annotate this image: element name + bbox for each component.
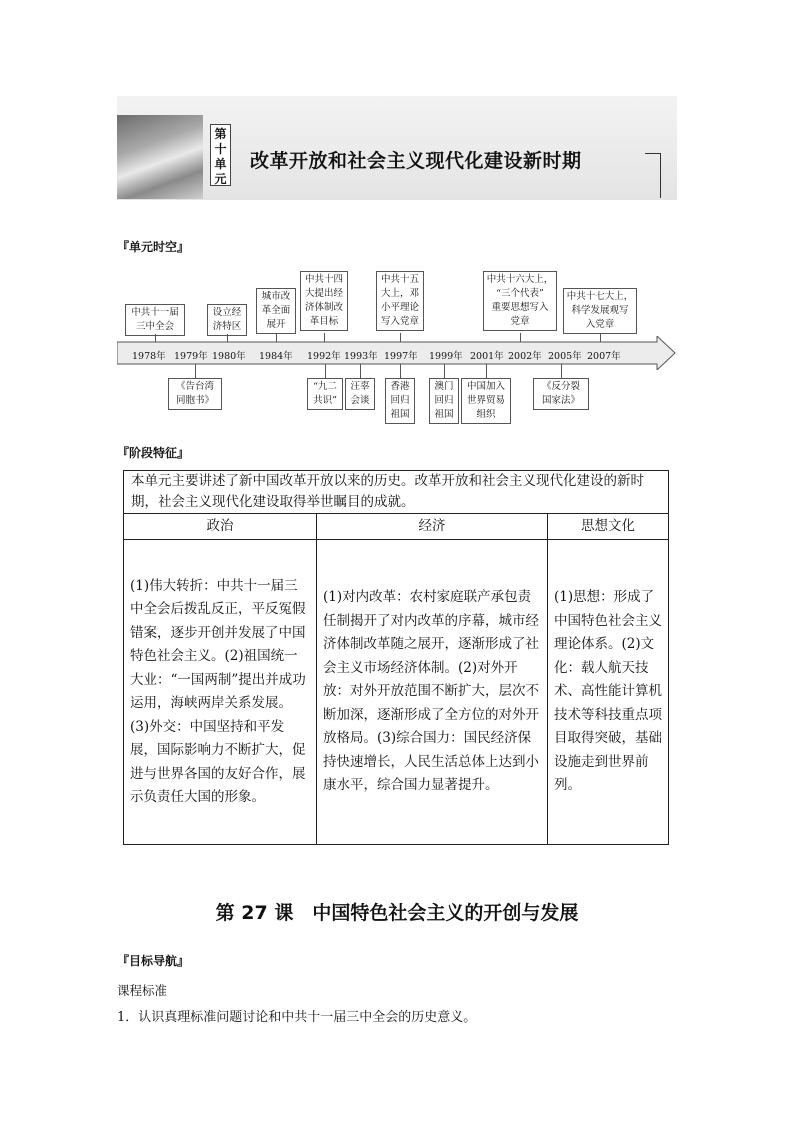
timeline-connector: [400, 333, 401, 342]
timeline-connector: [155, 334, 156, 342]
timeline-event: 中共十五 大上，邓 小平理论 写入党章: [376, 271, 424, 331]
timeline-connector: [400, 364, 401, 378]
timeline-event: 中共十七大上， 科学发展观写 入党章: [563, 288, 637, 334]
unit-tag-char: 第: [214, 127, 227, 141]
timeline-event: 中共十一届 三中全会: [125, 304, 185, 336]
timeline-year: 1978年: [132, 351, 166, 362]
section-heading-target: 『目标导航』: [117, 954, 190, 968]
timeline-connector: [325, 364, 326, 378]
unit-tag-char: 单: [214, 157, 227, 171]
timeline-year: 1993年: [344, 351, 378, 362]
table-intro: 本单元主要讲述了新中国改革开放以来的历史。改革开放和社会主义现代化建设的新时期，社会主义现代化建设取得举世瞩目的成就。: [124, 471, 669, 514]
timeline-connector: [276, 334, 277, 342]
timeline-event: 中共十四 大提出经 济体制改 革目标: [300, 271, 348, 331]
timeline-year: 1980年: [212, 351, 246, 362]
timeline-event: 《反分裂 国家法》: [533, 378, 589, 410]
unit-tag: [210, 124, 231, 186]
timeline-connector: [486, 364, 487, 378]
timeline-year: 2001年: [470, 351, 504, 362]
lesson-title: 第 27 课 中国特色社会主义的开创与发展: [215, 902, 579, 924]
timeline-year: 1999年: [429, 351, 463, 362]
timeline-event: 香港 回归 祖国: [385, 378, 415, 424]
table-cell-economy: (1)对内改革：农村家庭联产承包责任制揭开了对内改革的序幕，城市经济体制改革随之展开，逐渐形成了社会主义市场经济体制。(2)对外开放：对外开放范围不断扩大，层次不断加深，逐渐形成了全方位的对外开放格局。(3)综合国力：国民经济保持快速增长，人民生活总体上达到小康水平，综合国力显著提升。: [317, 540, 548, 845]
timeline-event: 城市改 革全面 展开: [256, 288, 296, 334]
timeline-connector: [360, 364, 361, 378]
title-bracket: [645, 153, 661, 198]
timeline-year: 1979年: [174, 351, 208, 362]
timeline-connector: [227, 334, 228, 342]
timeline-year: 1997年: [384, 351, 418, 362]
table-cell-politics: (1)伟大转折：中共十一届三中全会后拨乱反正，平反冤假错案，逐步开创并发展了中国特色社会主义。(2)祖国统一大业：“一国两制”提出并成功运用，海峡两岸关系发展。(3)外交：中国坚持和平发展，国际影响力不断扩大，促进与世界各国的友好合作，展示负责任大国的形象。: [124, 540, 317, 845]
timeline-connector: [561, 364, 562, 378]
unit-title: 改革开放和社会主义现代化建设新时期: [250, 150, 582, 172]
timeline-connector: [444, 364, 445, 378]
standards-item: 1．认识真理标准问题讨论和中共十一届三中全会的历史意义。: [117, 1010, 477, 1025]
section-heading-stage: 『阶段特征』: [117, 446, 190, 460]
mountain-photo: [117, 115, 203, 199]
table-header-politics: 政治: [124, 514, 317, 540]
timeline-event: 设立经 济特区: [207, 304, 247, 336]
timeline-year: 1984年: [259, 351, 293, 362]
table-header-culture: 思想文化: [548, 514, 669, 540]
stage-features-table: [123, 470, 669, 845]
timeline-event: 汪辜 会谈: [345, 378, 375, 410]
table-header-economy: 经济: [317, 514, 548, 540]
timeline-year: 1992年: [307, 351, 341, 362]
timeline-connector: [520, 333, 521, 342]
unit-tag-char: 元: [214, 172, 227, 186]
standards-heading: 课程标准: [117, 983, 168, 998]
timeline-event: 《告台湾 同胞书》: [168, 378, 222, 410]
timeline-year: 2005年: [548, 351, 582, 362]
timeline-connector: [195, 364, 196, 378]
section-heading-spacetime: 『单元时空』: [117, 240, 190, 254]
timeline-event: 中国加入 世界贸易 组织: [461, 378, 511, 424]
table-cell-culture: (1)思想：形成了中国特色社会主义理论体系。(2)文化：载人航天技术、高性能计算机技术等科技重点项目取得突破，基础设施走到世界前列。: [548, 540, 669, 845]
timeline-connector: [600, 334, 601, 342]
timeline-event: “九二 共识”: [307, 378, 343, 410]
timeline-year: 2007年: [587, 351, 621, 362]
unit-tag-char: 十: [214, 142, 227, 156]
timeline-connector: [324, 333, 325, 342]
timeline-event: 澳门 回归 祖国: [429, 378, 459, 424]
timeline-year: 2002年: [508, 351, 542, 362]
timeline-event: 中共十六大上， “三个代表” 重要思想写入 党章: [483, 271, 557, 331]
